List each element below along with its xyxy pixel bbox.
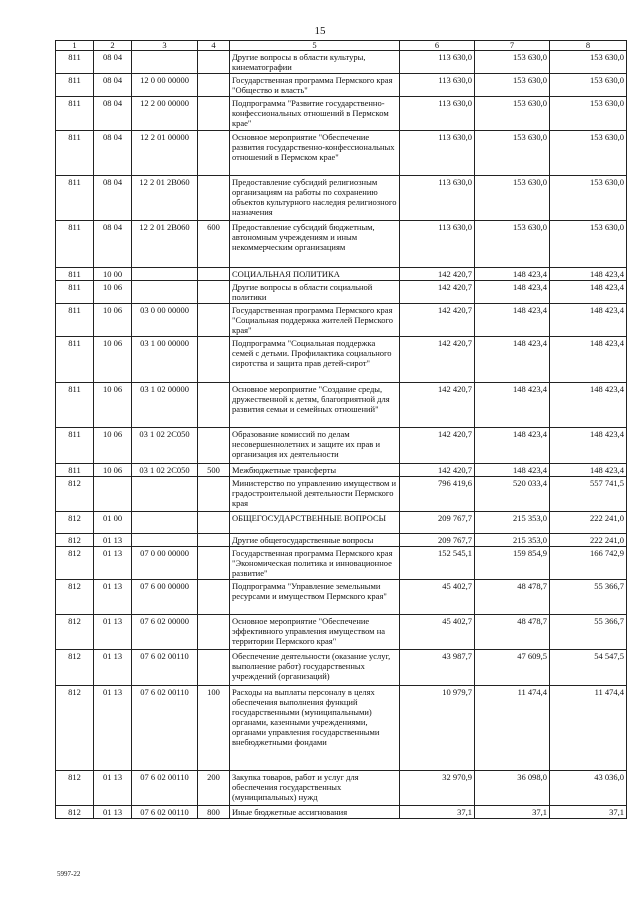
- admin-code-cell: 811: [56, 74, 94, 97]
- amount-cell: 153 630,0: [475, 221, 550, 268]
- description-cell: Другие вопросы в области культуры, кинематографии: [230, 51, 400, 74]
- amount-cell: 142 420,7: [400, 337, 475, 383]
- expense-type-cell: [198, 51, 230, 74]
- amount-cell: 142 420,7: [400, 383, 475, 428]
- amount-cell: 796 419,6: [400, 477, 475, 512]
- section-code-cell: 10 06: [94, 337, 132, 383]
- target-item-cell: 07 6 02 00110: [132, 650, 198, 686]
- table-row: [56, 281, 627, 304]
- amount-cell: 148 423,4: [550, 281, 627, 304]
- amount-cell: 153 630,0: [475, 131, 550, 176]
- amount-cell: 113 630,0: [400, 176, 475, 221]
- amount-cell: 153 630,0: [475, 176, 550, 221]
- section-code-cell: 10 06: [94, 428, 132, 464]
- description-cell: Расходы на выплаты персоналу в целях обеспечения выполнения функций государственными (муниципальными) органами, казенными учреждениями, органами управления государственными внебюджетными фондами: [230, 686, 400, 771]
- table-row: [56, 304, 627, 337]
- amount-cell: 520 033,4: [475, 477, 550, 512]
- expense-type-cell: [198, 281, 230, 304]
- description-cell: Образование комиссий по делам несовершеннолетних и защите их прав и организация их деятельности: [230, 428, 400, 464]
- amount-cell: 148 423,4: [550, 268, 627, 281]
- amount-cell: 142 420,7: [400, 268, 475, 281]
- expense-type-cell: [198, 337, 230, 383]
- table-row: [56, 428, 627, 464]
- amount-cell: 153 630,0: [475, 51, 550, 74]
- section-code-cell: 08 04: [94, 51, 132, 74]
- section-code-cell: 10 06: [94, 464, 132, 477]
- table-row: [56, 477, 627, 512]
- target-item-cell: [132, 512, 198, 534]
- amount-cell: 153 630,0: [550, 74, 627, 97]
- section-code-cell: 01 13: [94, 534, 132, 547]
- amount-cell: 37,1: [400, 806, 475, 819]
- expense-type-cell: 200: [198, 771, 230, 806]
- amount-cell: 113 630,0: [400, 51, 475, 74]
- expense-type-cell: 500: [198, 464, 230, 477]
- section-code-cell: [94, 477, 132, 512]
- target-item-cell: 12 2 01 00000: [132, 131, 198, 176]
- amount-cell: 148 423,4: [475, 383, 550, 428]
- target-item-cell: 07 6 02 00110: [132, 686, 198, 771]
- header-cell: 6: [400, 41, 475, 51]
- expense-type-cell: [198, 547, 230, 580]
- section-code-cell: 08 04: [94, 97, 132, 131]
- table-row: [56, 547, 627, 580]
- amount-cell: 113 630,0: [400, 74, 475, 97]
- target-item-cell: 03 0 00 00000: [132, 304, 198, 337]
- admin-code-cell: 811: [56, 176, 94, 221]
- description-cell: Другие вопросы в области социальной политики: [230, 281, 400, 304]
- expense-type-cell: [198, 383, 230, 428]
- amount-cell: 54 547,5: [550, 650, 627, 686]
- expense-type-cell: [198, 74, 230, 97]
- header-cell: 3: [132, 41, 198, 51]
- description-cell: Другие общегосударственные вопросы: [230, 534, 400, 547]
- admin-code-cell: 811: [56, 464, 94, 477]
- amount-cell: 11 474,4: [550, 686, 627, 771]
- target-item-cell: 07 6 02 00110: [132, 806, 198, 819]
- description-cell: Предоставление субсидий бюджетным, автономным учреждениям и иным некоммерческим организациям: [230, 221, 400, 268]
- amount-cell: 48 478,7: [475, 615, 550, 650]
- amount-cell: 148 423,4: [550, 428, 627, 464]
- section-code-cell: 01 13: [94, 771, 132, 806]
- target-item-cell: [132, 534, 198, 547]
- section-code-cell: 01 13: [94, 580, 132, 615]
- section-code-cell: 10 06: [94, 383, 132, 428]
- section-code-cell: 01 13: [94, 806, 132, 819]
- amount-cell: 152 545,1: [400, 547, 475, 580]
- amount-cell: 153 630,0: [550, 176, 627, 221]
- target-item-cell: 12 0 00 00000: [132, 74, 198, 97]
- description-cell: Подпрограмма "Управление земельными ресурсами и имуществом Пермского края": [230, 580, 400, 615]
- admin-code-cell: 811: [56, 221, 94, 268]
- target-item-cell: 07 6 00 00000: [132, 580, 198, 615]
- budget-table: [55, 40, 627, 819]
- table-row: [56, 512, 627, 534]
- section-code-cell: 10 00: [94, 268, 132, 281]
- amount-cell: 557 741,5: [550, 477, 627, 512]
- description-cell: Предоставление субсидий религиозным организациям на работы по сохранению объектов культурного наследия религиозного назначения: [230, 176, 400, 221]
- amount-cell: 153 630,0: [475, 74, 550, 97]
- amount-cell: 142 420,7: [400, 304, 475, 337]
- amount-cell: 222 241,0: [550, 512, 627, 534]
- amount-cell: 43 036,0: [550, 771, 627, 806]
- table-row: [56, 650, 627, 686]
- section-code-cell: 01 13: [94, 547, 132, 580]
- section-code-cell: 01 13: [94, 686, 132, 771]
- amount-cell: 10 979,7: [400, 686, 475, 771]
- expense-type-cell: [198, 580, 230, 615]
- target-item-cell: 03 1 02 2С050: [132, 428, 198, 464]
- admin-code-cell: 811: [56, 428, 94, 464]
- amount-cell: 45 402,7: [400, 580, 475, 615]
- admin-code-cell: 811: [56, 268, 94, 281]
- amount-cell: 148 423,4: [475, 337, 550, 383]
- target-item-cell: 03 1 00 00000: [132, 337, 198, 383]
- amount-cell: 153 630,0: [475, 97, 550, 131]
- header-cell: 5: [230, 41, 400, 51]
- header-cell: 8: [550, 41, 627, 51]
- table-row: [56, 268, 627, 281]
- target-item-cell: 03 1 02 00000: [132, 383, 198, 428]
- amount-cell: 48 478,7: [475, 580, 550, 615]
- expense-type-cell: [198, 428, 230, 464]
- target-item-cell: [132, 51, 198, 74]
- description-cell: Основное мероприятие "Обеспечение эффективного управления имуществом на территории Пермского края": [230, 615, 400, 650]
- description-cell: Государственная программа Пермского края "Экономическая политика и инновационное развитие": [230, 547, 400, 580]
- expense-type-cell: [198, 477, 230, 512]
- admin-code-cell: 812: [56, 534, 94, 547]
- amount-cell: 209 767,7: [400, 512, 475, 534]
- section-code-cell: 01 13: [94, 650, 132, 686]
- expense-type-cell: [198, 615, 230, 650]
- section-code-cell: 08 04: [94, 176, 132, 221]
- description-cell: Подпрограмма "Развитие государственно-конфессиональных отношений в Пермском крае": [230, 97, 400, 131]
- table-row: [56, 534, 627, 547]
- admin-code-cell: 811: [56, 281, 94, 304]
- admin-code-cell: 811: [56, 131, 94, 176]
- admin-code-cell: 811: [56, 304, 94, 337]
- table-row: [56, 337, 627, 383]
- description-cell: Закупка товаров, работ и услуг для обеспечения государственных (муниципальных) нужд: [230, 771, 400, 806]
- admin-code-cell: 811: [56, 51, 94, 74]
- section-code-cell: 01 13: [94, 615, 132, 650]
- amount-cell: 215 353,0: [475, 512, 550, 534]
- section-code-cell: 08 04: [94, 221, 132, 268]
- target-item-cell: [132, 281, 198, 304]
- expense-type-cell: 800: [198, 806, 230, 819]
- description-cell: Иные бюджетные ассигнования: [230, 806, 400, 819]
- table-row: [56, 51, 627, 74]
- table-row: [56, 806, 627, 819]
- table-row: [56, 221, 627, 268]
- amount-cell: 148 423,4: [550, 464, 627, 477]
- amount-cell: 113 630,0: [400, 221, 475, 268]
- admin-code-cell: 811: [56, 97, 94, 131]
- amount-cell: 222 241,0: [550, 534, 627, 547]
- description-cell: Государственная программа Пермского края "Общество и власть": [230, 74, 400, 97]
- amount-cell: 209 767,7: [400, 534, 475, 547]
- section-code-cell: 08 04: [94, 131, 132, 176]
- table-row: [56, 131, 627, 176]
- admin-code-cell: 812: [56, 806, 94, 819]
- description-cell: Подпрограмма "Социальная поддержка семей с детьми. Профилактика социального сиротства и защита прав детей-сирот": [230, 337, 400, 383]
- admin-code-cell: 811: [56, 337, 94, 383]
- amount-cell: 55 366,7: [550, 580, 627, 615]
- admin-code-cell: 812: [56, 686, 94, 771]
- header-cell: 7: [475, 41, 550, 51]
- admin-code-cell: 812: [56, 477, 94, 512]
- amount-cell: 43 987,7: [400, 650, 475, 686]
- expense-type-cell: 100: [198, 686, 230, 771]
- amount-cell: 148 423,4: [550, 383, 627, 428]
- description-cell: Министерство по управлению имуществом и градостроительной деятельности Пермского края: [230, 477, 400, 512]
- amount-cell: 36 098,0: [475, 771, 550, 806]
- amount-cell: 153 630,0: [550, 51, 627, 74]
- target-item-cell: 12 2 01 2В060: [132, 221, 198, 268]
- expense-type-cell: [198, 534, 230, 547]
- column-number-header: [56, 41, 627, 51]
- target-item-cell: 07 0 00 00000: [132, 547, 198, 580]
- amount-cell: 153 630,0: [550, 97, 627, 131]
- target-item-cell: 07 6 02 00110: [132, 771, 198, 806]
- description-cell: Межбюджетные трансферты: [230, 464, 400, 477]
- table-row: [56, 97, 627, 131]
- target-item-cell: 03 1 02 2С050: [132, 464, 198, 477]
- section-code-cell: 10 06: [94, 304, 132, 337]
- target-item-cell: 07 6 02 00000: [132, 615, 198, 650]
- description-cell: Обеспечение деятельности (оказание услуг, выполнение работ) государственных учреждений (организаций): [230, 650, 400, 686]
- expense-type-cell: [198, 304, 230, 337]
- section-code-cell: 10 06: [94, 281, 132, 304]
- expense-type-cell: [198, 97, 230, 131]
- amount-cell: 45 402,7: [400, 615, 475, 650]
- admin-code-cell: 811: [56, 383, 94, 428]
- amount-cell: 148 423,4: [475, 304, 550, 337]
- amount-cell: 55 366,7: [550, 615, 627, 650]
- table-row: [56, 615, 627, 650]
- amount-cell: 148 423,4: [475, 281, 550, 304]
- amount-cell: 113 630,0: [400, 131, 475, 176]
- amount-cell: 11 474,4: [475, 686, 550, 771]
- expense-type-cell: [198, 176, 230, 221]
- amount-cell: 159 854,9: [475, 547, 550, 580]
- admin-code-cell: 812: [56, 547, 94, 580]
- amount-cell: 153 630,0: [550, 131, 627, 176]
- target-item-cell: 12 2 01 2В060: [132, 176, 198, 221]
- description-cell: Основное мероприятие "Обеспечение развития государственно-конфессиональных отношений в Пермском крае": [230, 131, 400, 176]
- target-item-cell: 12 2 00 00000: [132, 97, 198, 131]
- table-row: [56, 580, 627, 615]
- amount-cell: 113 630,0: [400, 97, 475, 131]
- admin-code-cell: 812: [56, 771, 94, 806]
- amount-cell: 148 423,4: [475, 428, 550, 464]
- section-code-cell: 01 00: [94, 512, 132, 534]
- header-cell: 1: [56, 41, 94, 51]
- admin-code-cell: 812: [56, 580, 94, 615]
- amount-cell: 47 609,5: [475, 650, 550, 686]
- table-row: [56, 383, 627, 428]
- header-cell: 2: [94, 41, 132, 51]
- page-number: 15: [314, 25, 326, 37]
- description-cell: Основное мероприятие "Создание среды, дружественной к детям, благоприятной для развития семьи и семейных отношений": [230, 383, 400, 428]
- amount-cell: 148 423,4: [475, 268, 550, 281]
- section-code-cell: 08 04: [94, 74, 132, 97]
- table-row: [56, 686, 627, 771]
- amount-cell: 142 420,7: [400, 428, 475, 464]
- amount-cell: 37,1: [475, 806, 550, 819]
- amount-cell: 215 353,0: [475, 534, 550, 547]
- table-row: [56, 771, 627, 806]
- table-row: [56, 176, 627, 221]
- admin-code-cell: 812: [56, 615, 94, 650]
- expense-type-cell: [198, 268, 230, 281]
- amount-cell: 32 970,9: [400, 771, 475, 806]
- amount-cell: 148 423,4: [550, 304, 627, 337]
- admin-code-cell: 812: [56, 650, 94, 686]
- expense-type-cell: [198, 650, 230, 686]
- document-footer-code: 5997-22: [57, 870, 81, 878]
- amount-cell: 142 420,7: [400, 464, 475, 477]
- header-cell: 4: [198, 41, 230, 51]
- description-cell: СОЦИАЛЬНАЯ ПОЛИТИКА: [230, 268, 400, 281]
- description-cell: Государственная программа Пермского края "Социальная поддержка жителей Пермского края": [230, 304, 400, 337]
- expense-type-cell: [198, 512, 230, 534]
- target-item-cell: [132, 477, 198, 512]
- amount-cell: 166 742,9: [550, 547, 627, 580]
- expense-type-cell: 600: [198, 221, 230, 268]
- amount-cell: 142 420,7: [400, 281, 475, 304]
- amount-cell: 37,1: [550, 806, 627, 819]
- amount-cell: 148 423,4: [475, 464, 550, 477]
- target-item-cell: [132, 268, 198, 281]
- amount-cell: 153 630,0: [550, 221, 627, 268]
- table-row: [56, 464, 627, 477]
- table-row: [56, 74, 627, 97]
- description-cell: ОБЩЕГОСУДАРСТВЕННЫЕ ВОПРОСЫ: [230, 512, 400, 534]
- admin-code-cell: 812: [56, 512, 94, 534]
- expense-type-cell: [198, 131, 230, 176]
- amount-cell: 148 423,4: [550, 337, 627, 383]
